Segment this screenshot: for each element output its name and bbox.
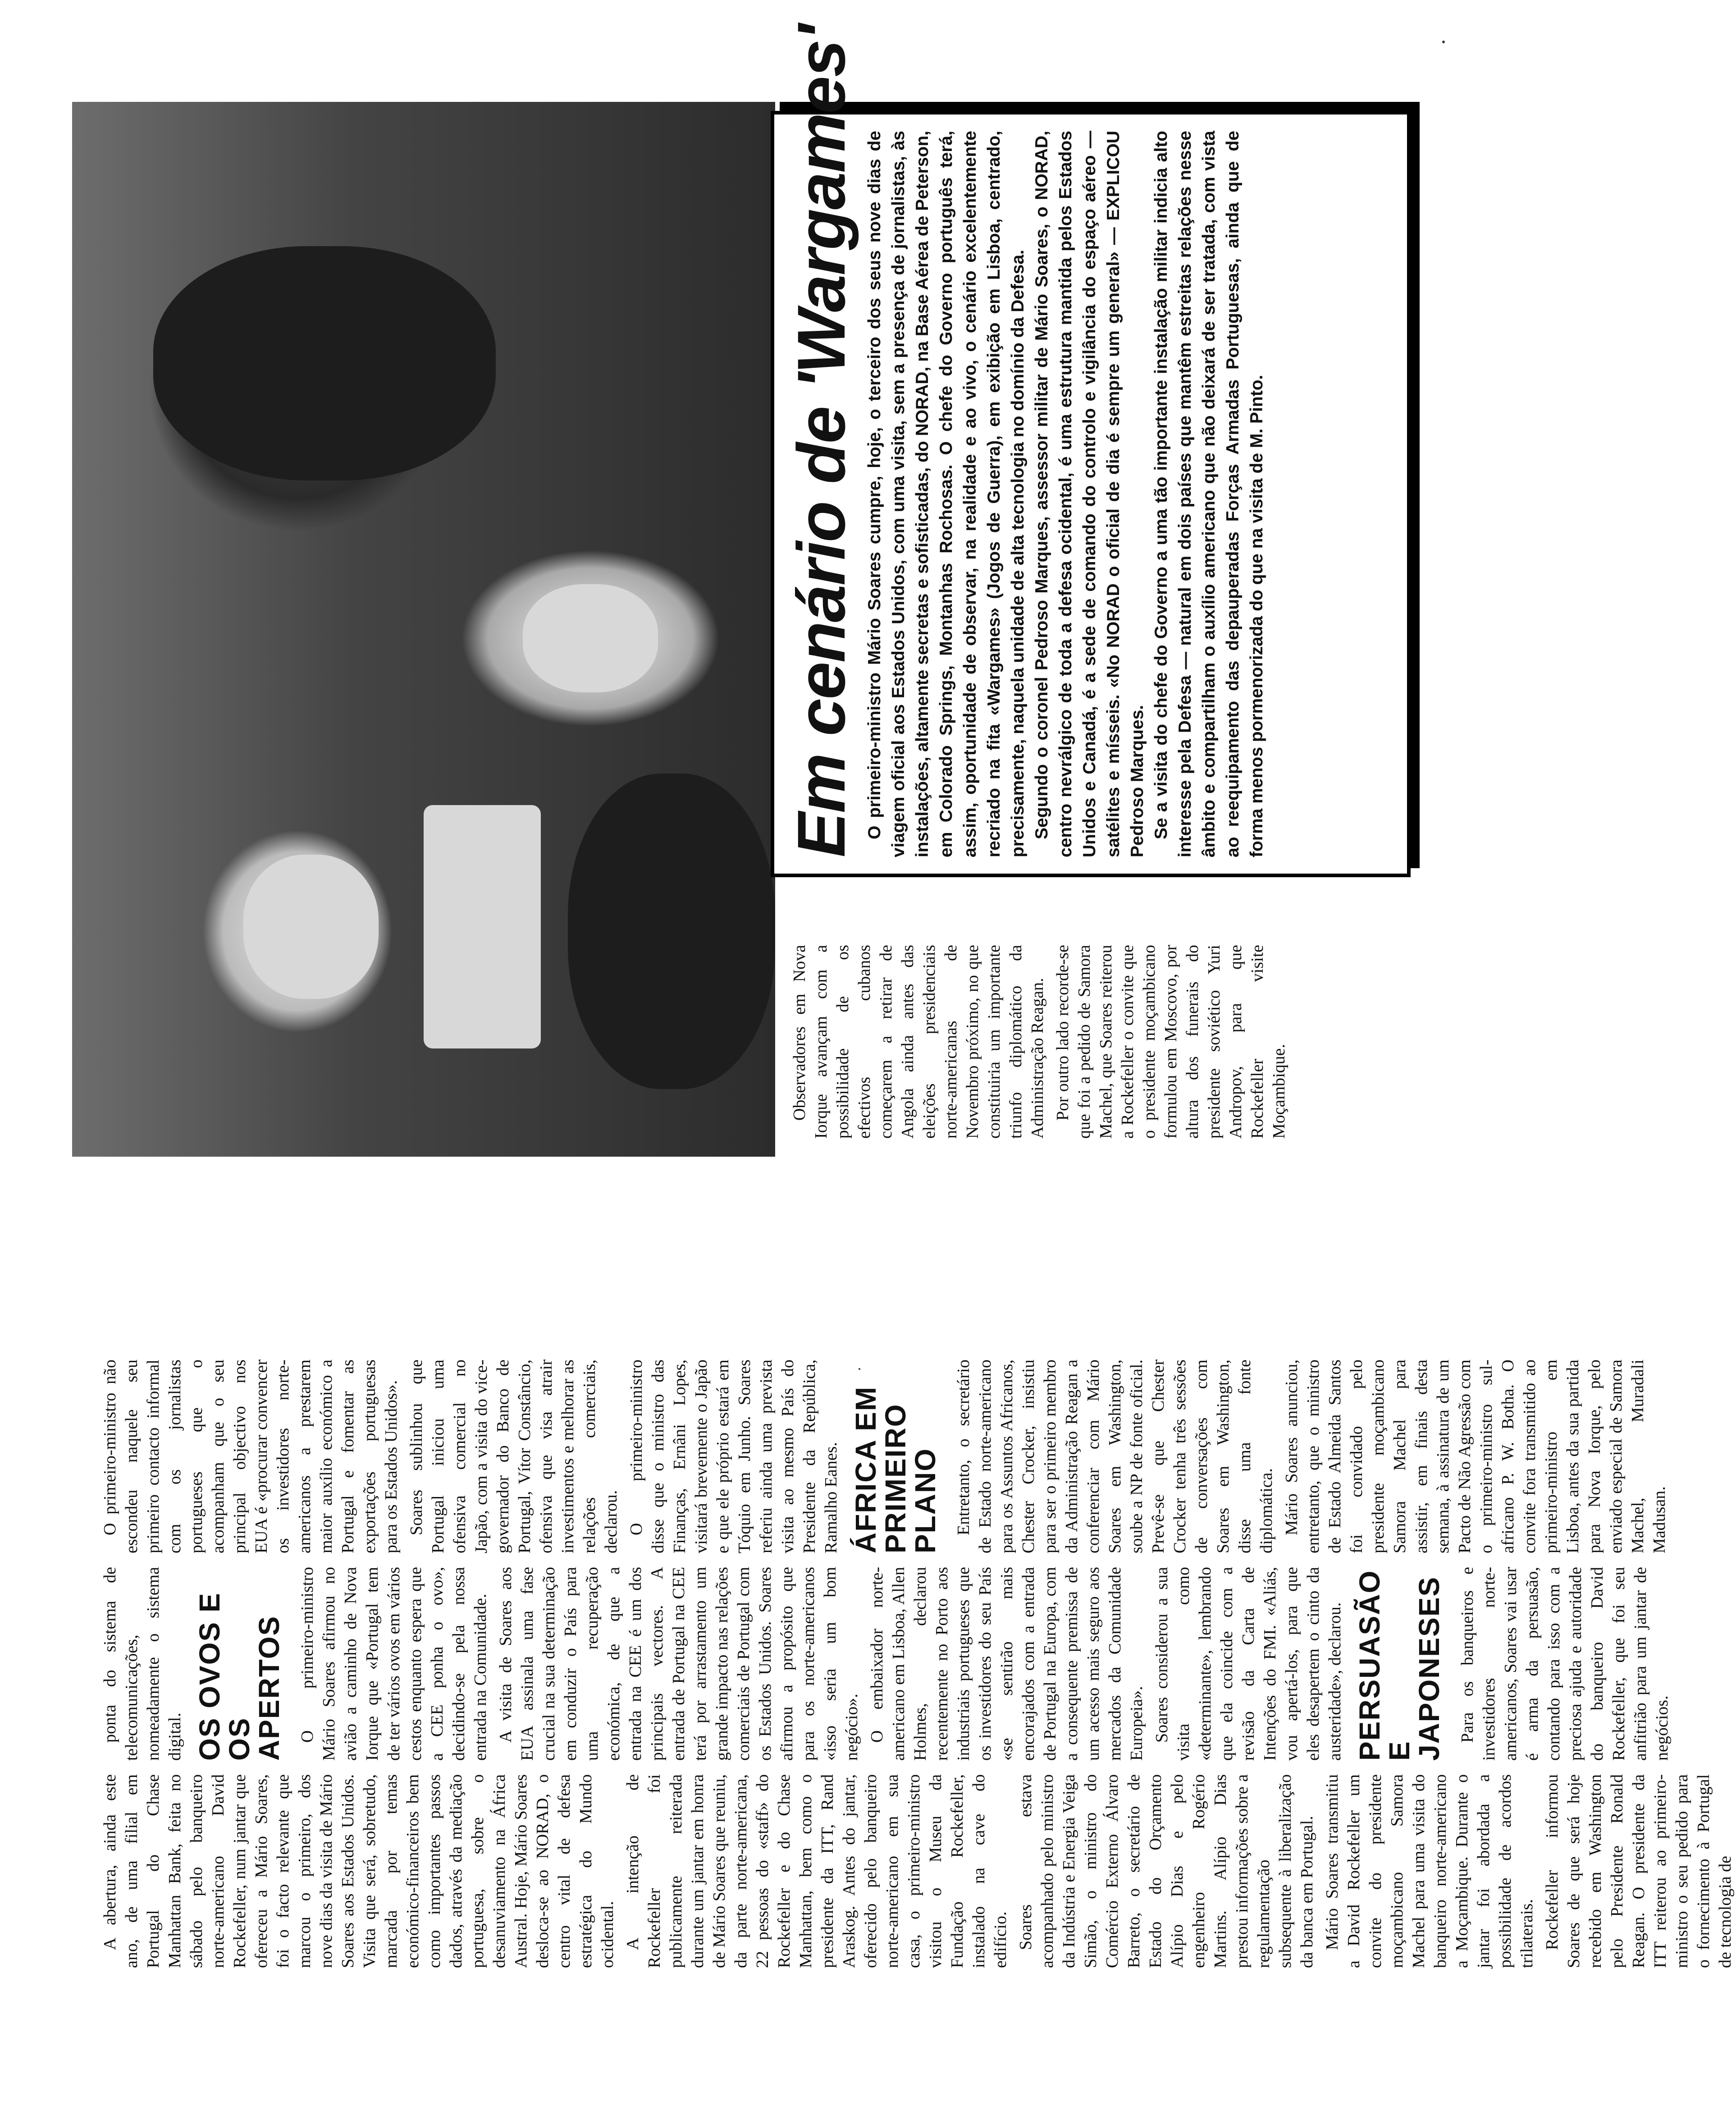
article-paragraph: Mário Soares anunciou, entretanto, que o ministro de Estado Almeida Santos foi convidado pelo presidente moçambicano Samora Machel para assistir, em finais desta semana, à assinatura de um Pacto de Não Agressão com o primeiro-ministro sul-africano P. W. Botha. O convite fora transmitido ao primeiro-ministro em Lisboa, antes da sua partida para Nova Iorque, pelo enviado especial de Samora Machel, Muradali Madusan.	[1282, 1360, 1669, 1553]
article-column-2	[99, 1567, 1672, 1761]
article-paragraph: Soares sublinhou que Portugal iniciou uma ofensiva comercial no Japão, com a visita do vice-governador do Banco de Portugal, Vítor Constâncio, ofensiva que visa atrair investimentos e melhorar as relações comerciais, declarou.	[407, 1360, 621, 1553]
photo-paper-sheet	[424, 805, 541, 1048]
boxed-story-paragraph: Segundo o coronel Pedroso Marques, assessor militar de Mário Soares, o NORAD, centro nevrálgico de toda a defesa ocidental, é uma estrutura mantida pelos Estados Unidos e Canadá, é a sede de comando do controlo e vigilância do espaço aéreo — satélites e mísseis. «No NORAD o oficial de dia é sempre um general» — EXPLICOU Pedroso Marques.	[1032, 131, 1147, 857]
scan-speck	[859, 1368, 860, 1370]
news-photograph	[72, 102, 775, 1157]
article-column-1	[99, 1774, 1735, 1968]
article-paragraph: A visita de Soares aos EUA assinala uma fase crucial na sua determinação em conduzir o País para uma recuperação económica, de que a entrada na CEE é um dos principais vectores. A entrada de Portugal na CEE terá por arrastamento um grande impacto nas relações comerciais de Portugal com os Estados Unidos. Soares afirmou a propósito que para os norte-americanos «isso seria um bom negócio».	[496, 1567, 861, 1761]
article-paragraph: O primeiro-ministro não escondeu naquele seu primeiro contacto informal com os jornalistas portugueses que o acompanham que o seu principal objectivo nos EUA é «procurar convencer os investidores norte-americanos a prestarem maior auxílio económico a Portugal e fomentar as exportações portuguesas para os Estados Unidos».	[101, 1360, 401, 1553]
article-paragraph: Observadores em Nova Iorque avançam com a possibilidade de os efectivos cubanos começarem a retirar de Angola ainda antes das eleições presidenciais norte-americanas de Novembro próximo, no que constituiria um importante triunfo diplomático da Administração Reagan.	[790, 945, 1047, 1139]
photo-face-left	[243, 855, 379, 999]
article-paragraph: Soares estava acompanhado pelo ministro da Indústria e Energia Veiga Simão, o ministro do Comércio Externo Álvaro Barreto, o secretário de Estado do Orçamento Alípio Dias e pelo engenheiro Rogério Martins. Alípio Dias prestou informações sobre a regulamentação subsequente à liberalização da banca em Portugal.	[1016, 1774, 1316, 1968]
photo-figure-lower	[568, 774, 775, 1089]
article-paragraph: A abertura, ainda este ano, de uma filial em Portugal do Chase Manhattan Bank, feita no sábado pelo banqueiro norte-americano David Rockefeller, num jantar que ofereceu a Mário Soares, foi o facto relevante que marcou o primeiro, dos nove dias da visita de Mário Soares aos Estados Unidos. Visita que será, sobretudo, marcada por temas económico-financeiros bem como importantes passos dados, através da mediação portuguesa, sobre o desanuviamento na África Austral. Hoje, Mário Soares desloca-se ao NORAD, o centro vital de defesa estratégica do Mundo ocidental.	[101, 1774, 617, 1968]
article-paragraph: Mário Soares transmitiu a David Rockefeller um convite do presidente moçambicano Samora Machel para uma visita do banqueiro norte-americano a Moçambique. Durante o jantar foi abordada a possibilidade de acordos trilaterais.	[1323, 1774, 1536, 1968]
article-paragraph: O primeiro-ministro Mário Soares afirmou no avião a caminho de Nova Iorque que «Portugal tem de ter vários ovos em vários cestos enquanto espera que a CEE ponha o ovo», decidindo-se pela nossa entrada na Comunidade.	[298, 1567, 490, 1761]
photo-figure-dark	[153, 246, 496, 481]
boxed-story-paragraph: O primeiro-ministro Mário Soares cumpre, hoje, o terceiro dos seus nove dias de viagem oficial aos Estados Unidos, com uma visita, sem a presença de jornalistas, às instalações, altamente secretas e sofisticadas, do NORAD, na Base Aérea de Peterson, em Colorado Springs, Montanhas Rochosas. O chefe do Governo português terá, assim, oportunidade de observar, na realidade e ao vivo, o cenário excelentemente recriado na fita «Wargames» (Jogos de Guerra), em exibição em Lisboa, centrado, precisamente, naquela unidade de alta tecnologia no domínio da Defesa.	[865, 131, 1028, 857]
section-subhead: PERSUASÃO E JAPONESES	[1353, 1570, 1445, 1761]
article-paragraph: Por outro lado recorde-se que foi a pedido de Samora Machel, que Soares reiterou a Rockefeller o convite que o presidente moçambicano formulou em Moscovo, por altura dos funerais do presidente soviético Yuri Andropov, para que Rockefeller visite Moçambique.	[1053, 945, 1288, 1139]
boxed-story-paragraph: Se a visita do chefe do Governo a uma tão importante instalação militar indicia alto interesse pela Defesa — natural em dois países que mantêm estreitas relações nesse âmbito e compartilham o auxílio americano que não deixará de ser tratada, com vista ao reequipamento das depauperadas Forças Armadas Portuguesas, ainda que de forma menos pormenorizada do que na visita de M. Pinto.	[1151, 131, 1266, 857]
section-subhead: OS OVOS E OS APERTOS	[193, 1592, 285, 1761]
article-paragraph: ponta do sistema de telecomunicações, nomeadamente o sistema digital.	[101, 1567, 184, 1761]
article-paragraph: Rockefeller informou Soares de que será hoje recebido em Washington pelo Presidente Ronald Reagan. O presidente da ITT reiterou ao primeiro-ministro o seu pedido para o fornecimento à Portugal de tecnologia de	[1543, 1774, 1735, 1968]
article-paragraph: A intenção de Rockefeller foi publicamente reiterada durante um jantar em honra de Mário Soares que reuniu, da parte norte-americana, 22 pessoas do «staff» do Rockefeller e do Chase Manhattan, bem como o presidente da ITT, Rand Araskog. Antes do jantar, oferecido pelo banqueiro norte-americano em sua casa, o primeiro-ministro visitou o Museu da Fundação Rockefeller, instalado na cave do edifício.	[623, 1774, 1010, 1968]
photo-face-center	[523, 584, 658, 692]
article-column-5	[789, 945, 1429, 1139]
article-paragraph: O embaixador norte-americano em Lisboa, Allen Holmes, declarou recentemente no Porto aos industriais portugueses que os investidores do seu País «se sentirão mais encorajados com a entrada de Portugal na Europa, com a consequente premissa de um acesso mais seguro aos mercados da Comunidade Europeia».	[868, 1567, 1146, 1761]
section-subhead: ÁFRICA EM PRIMEIRO PLANO	[850, 1386, 941, 1553]
boxed-story-text	[863, 131, 1269, 857]
article-paragraph: Para os banqueiros e investidores norte-americanos, Soares vai usar é arma da persuasão, contando para isso com a preciosa ajuda e autoridade do banqueiro David Rockefeller, que foi seu anfitrião para um jantar de negócios.	[1458, 1567, 1672, 1761]
boxed-story-title: Em cenário de 'Wargames'	[783, 25, 859, 857]
article-paragraph: Entretanto, o secretário de Estado norte-americano para os Assuntos Africanos, Chester Crocker, insistiu para ser o primeiro membro da Administração Reagan a conferenciar com Mário Soares em Washington, soube a NP de fonte oficial. Prevê-se que Chester Crocker tenha três sessões de conversações com Soares em Washington, disse uma fonte diplomática.	[954, 1360, 1276, 1553]
boxed-story	[771, 25, 1411, 877]
article-column-3	[99, 1360, 1669, 1553]
article-paragraph: O primeiro-ministro disse que o ministro das Finanças, Ernâni Lopes, visitará brevemente o Japão e que ele próprio estará em Tóquio em Junho. Soares referiu ainda uma prevista visita ao mesmo País do Presidente da República, Ramalho Eanes.	[627, 1360, 841, 1553]
article-paragraph: Soares considerou a sua visita como «determinante», lembrando que ela coincide com a revisão da Carta de Intenções do FMI. «Aliás, vou apertá-los, para que eles desapertem o cinto da austeridade», declarou.	[1152, 1567, 1344, 1761]
scan-speck	[1442, 41, 1445, 43]
newspaper-clipping	[72, 25, 1735, 1977]
